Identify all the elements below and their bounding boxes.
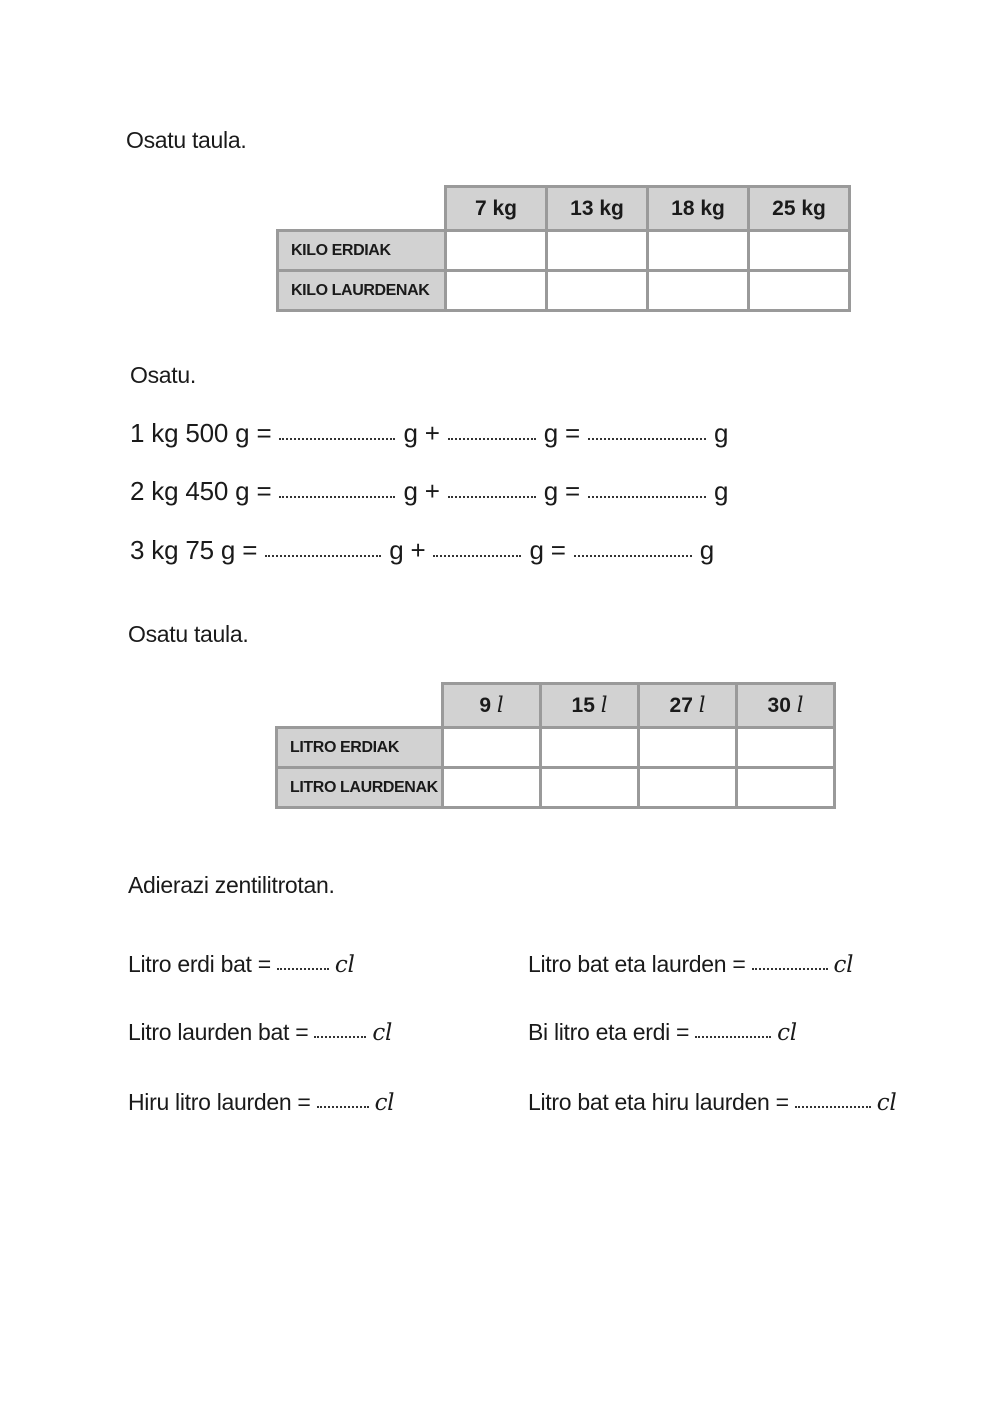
answer-cell[interactable] xyxy=(639,728,737,768)
answer-cell[interactable] xyxy=(749,231,850,271)
unit-label: g + xyxy=(389,535,426,565)
conversion-label: Bi litro eta erdi = xyxy=(528,1019,690,1045)
answer-blank[interactable] xyxy=(317,1105,369,1108)
conversion-label: Litro erdi bat = xyxy=(128,951,271,977)
row-label: KILO ERDIAK xyxy=(278,231,446,271)
column-header: 30 l xyxy=(737,684,835,728)
equation-row xyxy=(130,476,728,507)
conversion-label: Litro bat eta hiru laurden = xyxy=(528,1089,789,1115)
unit-label: g xyxy=(714,418,729,448)
answer-blank[interactable] xyxy=(574,554,692,557)
answer-cell[interactable] xyxy=(541,768,639,808)
conversion-label: Hiru litro laurden = xyxy=(128,1089,311,1115)
answer-blank[interactable] xyxy=(752,967,828,970)
unit-label: g = xyxy=(543,476,581,506)
conversion-label: Litro laurden bat = xyxy=(128,1019,309,1045)
instruction-express-centiliters: Adierazi zentilitrotan. xyxy=(128,872,335,898)
column-header: 25 kg xyxy=(749,187,850,231)
table-corner xyxy=(277,684,443,728)
answer-cell[interactable] xyxy=(541,728,639,768)
conversion-item xyxy=(528,951,853,978)
unit-label: g = xyxy=(543,418,581,448)
answer-cell[interactable] xyxy=(749,271,850,311)
equation-prefix: 1 kg 500 g = xyxy=(130,418,272,448)
unit-label: g + xyxy=(403,476,440,506)
column-header: 7 kg xyxy=(446,187,547,231)
conversion-item xyxy=(128,1089,394,1116)
instruction-complete-table-1: Osatu taula. xyxy=(126,127,247,153)
equation-row xyxy=(130,418,728,449)
answer-cell[interactable] xyxy=(737,768,835,808)
row-label: LITRO ERDIAK xyxy=(277,728,443,768)
answer-blank[interactable] xyxy=(695,1035,771,1038)
column-header: 13 kg xyxy=(547,187,648,231)
answer-blank[interactable] xyxy=(448,495,536,498)
conversion-item xyxy=(528,1089,896,1116)
answer-cell[interactable] xyxy=(547,231,648,271)
equation-prefix: 2 kg 450 g = xyxy=(130,476,272,506)
row-label: LITRO LAURDENAK xyxy=(277,768,443,808)
answer-blank[interactable] xyxy=(277,967,329,970)
unit-label: cl xyxy=(334,952,355,978)
unit-label: cl xyxy=(372,1020,392,1046)
answer-blank[interactable] xyxy=(279,437,395,440)
litro-table xyxy=(275,682,836,809)
unit-label: cl xyxy=(777,1020,797,1046)
answer-blank[interactable] xyxy=(265,554,381,557)
row-label: KILO LAURDENAK xyxy=(278,271,446,311)
answer-blank[interactable] xyxy=(588,437,706,440)
answer-blank[interactable] xyxy=(433,554,521,557)
equation-row xyxy=(130,535,714,566)
answer-blank[interactable] xyxy=(795,1105,871,1108)
answer-blank[interactable] xyxy=(279,495,395,498)
unit-label: g = xyxy=(529,535,566,565)
unit-label: cl xyxy=(374,1090,395,1116)
unit-label: cl xyxy=(876,1090,897,1116)
unit-label: g xyxy=(714,476,729,506)
unit-label: g xyxy=(699,535,715,565)
answer-cell[interactable] xyxy=(737,728,835,768)
instruction-complete-table-2: Osatu taula. xyxy=(128,621,249,647)
answer-cell[interactable] xyxy=(443,768,541,808)
conversion-item xyxy=(128,1019,392,1046)
column-header: 18 kg xyxy=(648,187,749,231)
conversion-item xyxy=(128,951,355,978)
answer-cell[interactable] xyxy=(648,271,749,311)
kilo-table xyxy=(276,185,851,312)
answer-cell[interactable] xyxy=(648,231,749,271)
answer-cell[interactable] xyxy=(446,271,547,311)
column-header: 15 l xyxy=(541,684,639,728)
answer-cell[interactable] xyxy=(446,231,547,271)
conversion-label: Litro bat eta laurden = xyxy=(528,951,746,977)
instruction-complete: Osatu. xyxy=(130,362,196,388)
column-header: 9 l xyxy=(443,684,541,728)
unit-label: g + xyxy=(403,418,440,448)
column-header: 27 l xyxy=(639,684,737,728)
conversion-item xyxy=(528,1019,797,1046)
answer-cell[interactable] xyxy=(547,271,648,311)
answer-cell[interactable] xyxy=(443,728,541,768)
answer-blank[interactable] xyxy=(314,1035,366,1038)
equation-prefix: 3 kg 75 g = xyxy=(130,535,258,565)
unit-label: cl xyxy=(833,952,854,978)
answer-cell[interactable] xyxy=(639,768,737,808)
table-corner xyxy=(278,187,446,231)
answer-blank[interactable] xyxy=(448,437,536,440)
answer-blank[interactable] xyxy=(588,495,706,498)
